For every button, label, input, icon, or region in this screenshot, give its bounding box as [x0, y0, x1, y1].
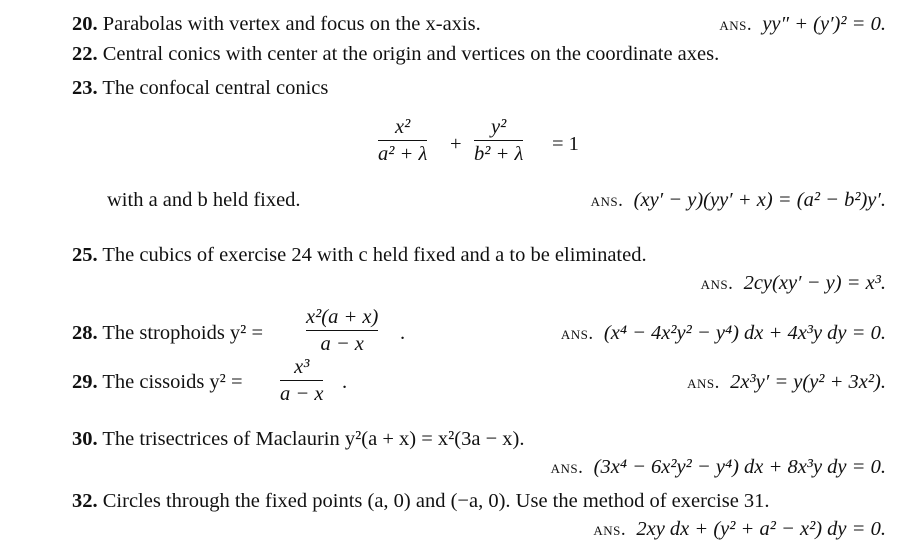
exercise-text: Circles through the fixed points (a, 0) and (−a, 0). Use the method of exercise 31. [102, 490, 770, 512]
fraction-bar [378, 140, 427, 141]
answer-label: ans. [590, 190, 624, 211]
fraction-bar [306, 330, 378, 331]
fraction-denominator: a² + λ [378, 143, 428, 165]
answer-text: (x⁴ − 4x²y² − y⁴) dx + 4x³y dy = 0. [603, 322, 886, 344]
answer-label: ans. [550, 457, 584, 478]
equation-fraction-y [474, 116, 523, 165]
exercise-30 [72, 427, 524, 451]
fraction-denominator: a − x [280, 383, 324, 405]
exercise-text: Parabolas with vertex and focus on the x-axis. [102, 13, 481, 35]
answer-label: ans. [593, 519, 627, 540]
answer-text: yy″ + (y′)² = 0. [762, 13, 886, 35]
equation-rhs: = 1 [552, 133, 579, 155]
fraction-numerator: y² [491, 116, 507, 138]
exercise-22 [72, 42, 719, 66]
exercise-23 [72, 76, 328, 100]
exercise-number: 25. [72, 244, 98, 266]
exercise-number: 28. [72, 322, 98, 344]
exercise-25 [72, 243, 647, 267]
fraction-denominator: a − x [320, 333, 364, 355]
period: . [400, 322, 406, 344]
exercise-number: 20. [72, 13, 98, 35]
exercise-20 [72, 12, 481, 36]
exercise-number: 30. [72, 428, 98, 450]
exercise-23-continuation: with a and b held fixed. [107, 189, 301, 211]
answer-label: ans. [687, 372, 720, 393]
exercise-text: The confocal central conics [102, 77, 329, 99]
exercise-number: 29. [72, 371, 98, 393]
fraction-bar [474, 140, 523, 141]
answer-text: (xy′ − y)(yy′ + x) = (a² − b²)y′. [633, 189, 886, 211]
equation-plus: + [450, 133, 462, 155]
answer-25 [701, 271, 886, 296]
exercise-number: 32. [72, 490, 98, 512]
exercise-text: Central conics with center at the origin and vertices on the coordinate axes. [102, 43, 720, 65]
answer-text: 2cy(xy′ − y) = x³. [743, 272, 886, 294]
fraction-numerator: x² [395, 116, 411, 138]
answer-23 [591, 188, 886, 213]
answer-text: 2xy dx + (y² + a² − x²) dy = 0. [636, 518, 886, 540]
exercise-32 [72, 489, 770, 513]
answer-32 [593, 517, 886, 542]
exercise-text: The strophoids y² = [102, 322, 264, 344]
strophoid-fraction [306, 306, 378, 355]
answer-text: (3x⁴ − 6x²y² − y⁴) dx + 8x³y dy = 0. [593, 456, 886, 478]
answer-30 [551, 455, 886, 480]
answer-29 [687, 370, 886, 395]
fraction-bar [280, 380, 323, 381]
exercise-text: The cissoids y² = [102, 371, 243, 393]
answer-28 [561, 321, 886, 346]
answer-20 [719, 12, 886, 37]
answer-text: 2x³y′ = y(y² + 3x²). [730, 371, 886, 393]
exercise-29 [72, 370, 243, 394]
exercise-number: 22. [72, 43, 98, 65]
answer-label: ans. [560, 323, 594, 344]
fraction-numerator: x²(a + x) [306, 306, 379, 328]
answer-label: ans. [719, 14, 753, 35]
exercise-number: 23. [72, 77, 98, 99]
period: . [342, 371, 348, 393]
exercise-text: The trisectrices of Maclaurin y²(a + x) = x²(3a − x). [102, 428, 525, 450]
fraction-numerator: x³ [294, 356, 310, 378]
exercise-text: The cubics of exercise 24 with c held fixed and a to be eliminated. [102, 244, 647, 266]
cissoid-fraction [280, 356, 323, 405]
answer-label: ans. [700, 273, 734, 294]
exercise-28 [72, 321, 263, 345]
fraction-denominator: b² + λ [474, 143, 524, 165]
equation-fraction-x [378, 116, 427, 165]
